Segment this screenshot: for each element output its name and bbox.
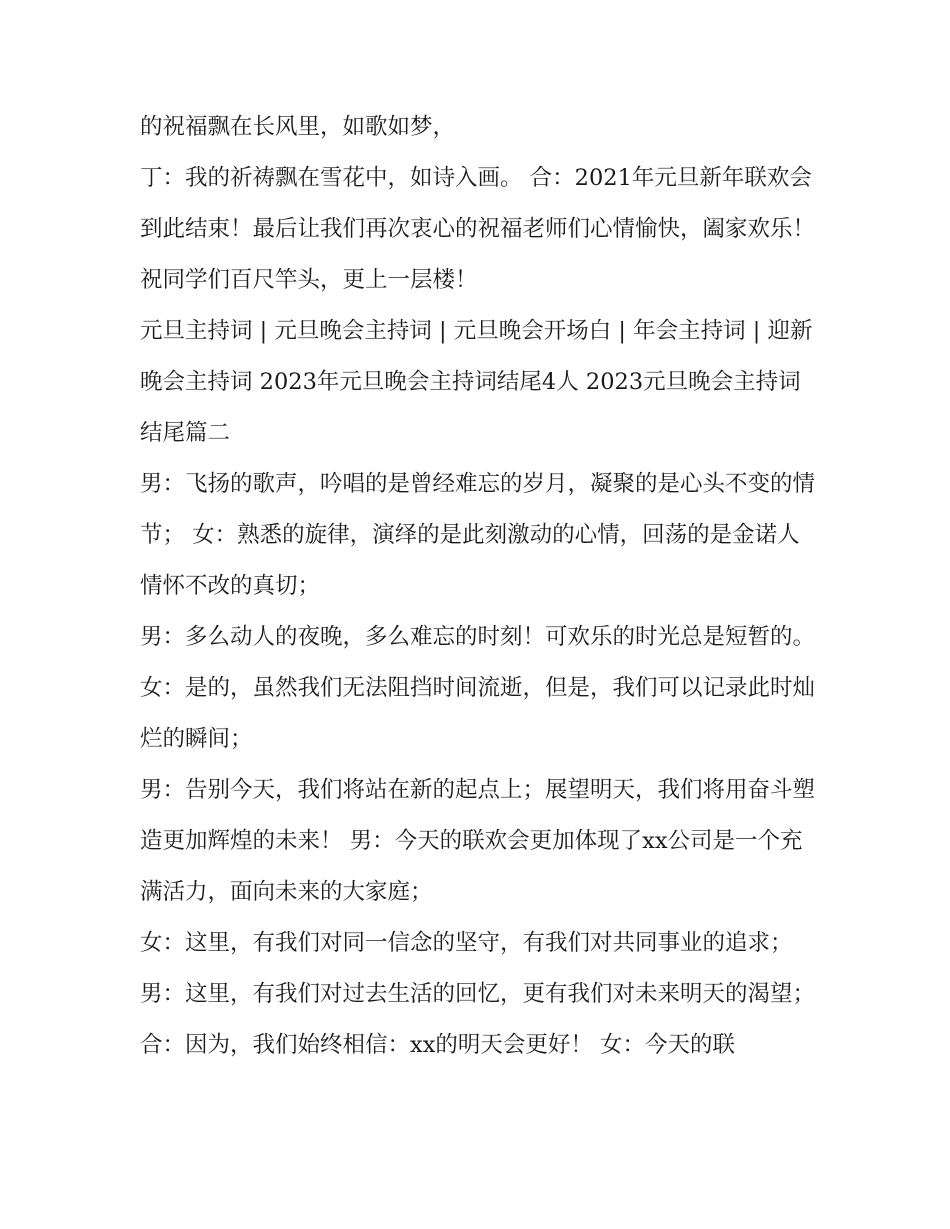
paragraph: 元旦主持词 | 元旦晚会主持词 | 元旦晚会开场白 | 年会主持词 | 迎新晚会主持词 2023年元旦晚会主持词结尾4人 2023元旦晚会主持词结尾篇二 [140,318,813,446]
paragraph: 男：飞扬的歌声，吟唱的是曾经难忘的岁月，凝聚的是心头不变的情节； 女：熟悉的旋律，演绎的是此刻激动的心情，回荡的是金诺人情怀不改的真切； [140,471,816,599]
paragraph: 男：告别今天，我们将站在新的起点上；展望明天，我们将用奋斗塑造更加辉煌的未来！ 男：今天的联欢会更加体现了xx公司是一个充满活力，面向未来的大家庭； [140,777,816,905]
paragraph: 女：这里，有我们对同一信念的坚守，有我们对共同事业的追求； 男：这里，有我们对过去生活的回忆，更有我们对未来明天的渴望； [140,930,816,1007]
paragraph: 的祝福飘在长风里，如歌如梦， [140,114,456,140]
paragraph: 丁：我的祈祷飘在雪花中，如诗入画。 合：2021年元旦新年联欢会到此结束！最后让我们再次衷心的祝福老师们心情愉快，阖家欢乐！祝同学们百尺竿头，更上一层楼！ [140,165,816,293]
paragraph: 合：因为，我们始终相信：xx的明天会更好！ 女：今天的联 [140,1032,736,1058]
paragraph: 男：多么动人的夜晚，多么难忘的时刻！可欢乐的时光总是短暂的。 女：是的，虽然我们无法阻挡时间流逝，但是，我们可以记录此时灿烂的瞬间； [140,624,816,752]
document-body [140,102,815,1071]
